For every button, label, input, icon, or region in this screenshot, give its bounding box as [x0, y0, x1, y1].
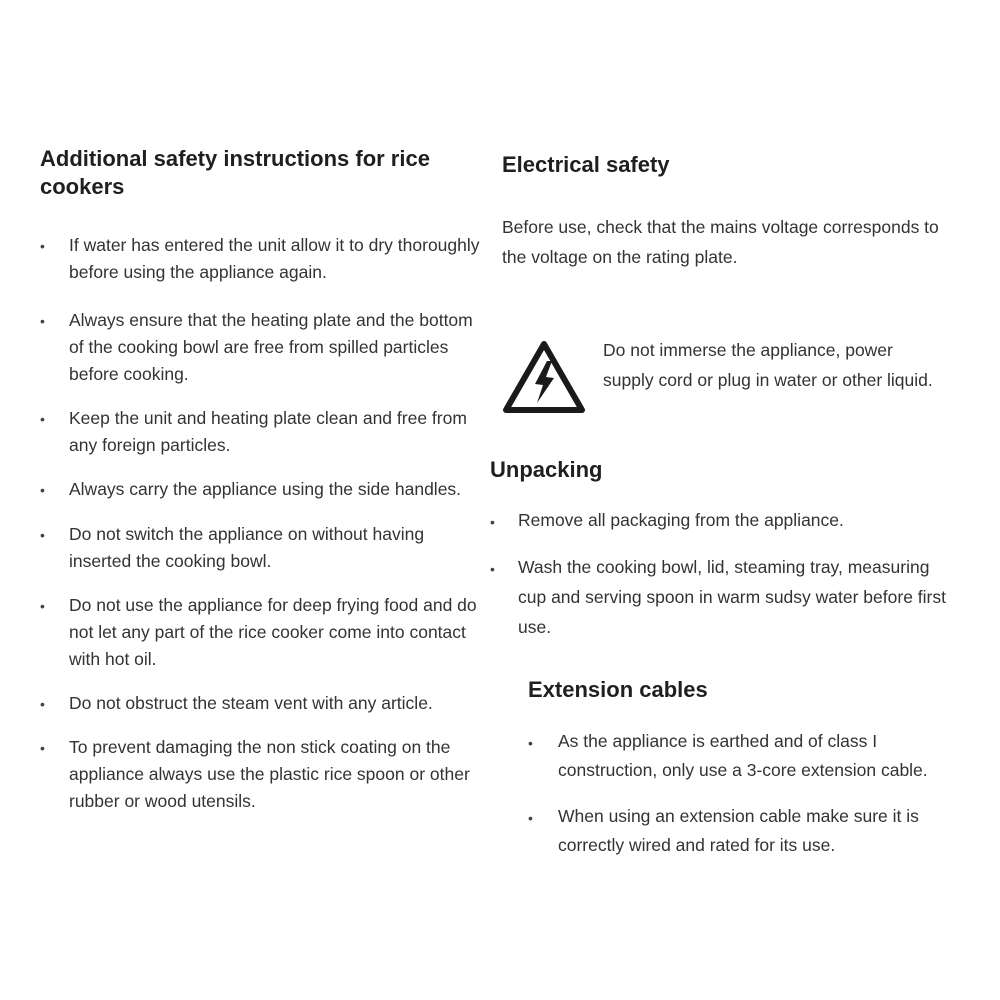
- rice-cooker-safety-list: [40, 232, 480, 815]
- list-item-text: Always carry the appliance using the side handles.: [69, 479, 462, 499]
- list-item: [490, 552, 960, 642]
- list-item: [40, 690, 480, 717]
- bullet-icon: •: [490, 561, 495, 577]
- electrical-safety-paragraph: Before use, check that the mains voltage corresponds to the voltage on the rating plate.: [502, 217, 939, 267]
- list-item: [40, 405, 480, 459]
- list-item: [40, 592, 480, 673]
- bullet-icon: •: [40, 696, 45, 712]
- list-item-text: As the appliance is earthed and of class I construction, only use a 3-core extension cable.: [558, 731, 928, 780]
- list-item: [40, 521, 480, 575]
- unpacking-heading: Unpacking: [490, 457, 603, 482]
- list-item: [490, 505, 960, 535]
- list-item-text: Keep the unit and heating plate clean and free from any foreign particles.: [69, 408, 467, 455]
- rice-cooker-safety-heading: Additional safety instructions for rice cookers: [40, 146, 430, 199]
- bullet-icon: •: [40, 740, 45, 756]
- list-item: [40, 476, 480, 503]
- unpacking-list: [490, 505, 960, 659]
- high-voltage-warning-icon: [502, 339, 586, 415]
- bullet-icon: •: [40, 598, 45, 614]
- list-item-text: If water has entered the unit allow it to dry thoroughly before using the appliance again.: [69, 235, 480, 282]
- list-item-text: When using an extension cable make sure it is correctly wired and rated for its use.: [558, 806, 919, 855]
- rice-cooker-safety-section: [40, 145, 480, 836]
- immersion-warning: [502, 335, 962, 425]
- list-item: [528, 727, 968, 785]
- list-item: [40, 232, 480, 286]
- bullet-icon: •: [528, 810, 533, 826]
- list-item-text: Wash the cooking bowl, lid, steaming tray, measuring cup and serving spoon in warm sudsy water before first use.: [518, 557, 946, 637]
- list-item: [40, 307, 480, 388]
- bullet-icon: •: [490, 514, 495, 530]
- bullet-icon: •: [40, 411, 45, 427]
- list-item-text: Always ensure that the heating plate and the bottom of the cooking bowl are free from spilled particles before cooking.: [69, 310, 473, 384]
- warning-text: Do not immerse the appliance, power supply cord or plug in water or other liquid.: [603, 340, 933, 390]
- bullet-icon: •: [40, 527, 45, 543]
- bullet-icon: •: [528, 735, 533, 751]
- bullet-icon: •: [40, 238, 45, 254]
- list-item-text: Do not obstruct the steam vent with any article.: [69, 693, 433, 713]
- list-item-text: Remove all packaging from the appliance.: [518, 510, 844, 530]
- electrical-safety-heading: Electrical safety: [502, 152, 670, 177]
- list-item-text: Do not switch the appliance on without having inserted the cooking bowl.: [69, 524, 425, 571]
- extension-cables-list: [528, 727, 968, 877]
- list-item-text: To prevent damaging the non stick coating on the appliance always use the plastic rice spoon or other rubber or wood utensils.: [69, 737, 470, 811]
- list-item: [528, 802, 968, 860]
- bullet-icon: •: [40, 313, 45, 329]
- extension-cables-heading: Extension cables: [528, 677, 708, 702]
- bullet-icon: •: [40, 482, 45, 498]
- list-item: [40, 734, 480, 815]
- list-item-text: Do not use the appliance for deep frying food and do not let any part of the rice cooker come into contact with hot oil.: [69, 595, 477, 669]
